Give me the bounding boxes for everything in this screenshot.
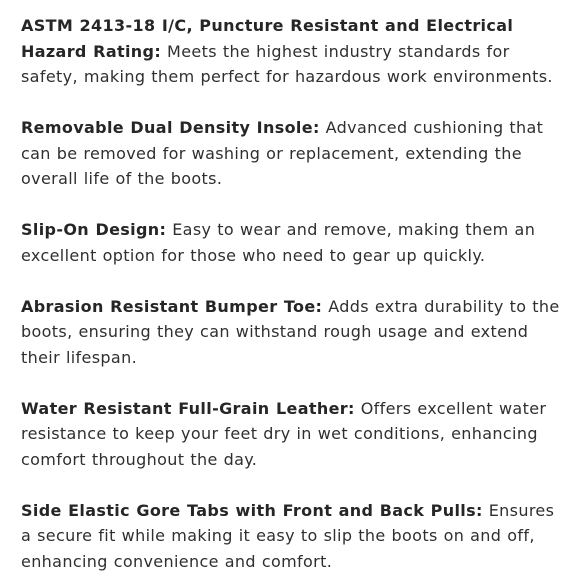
- feature-description: Easy to wear and remove, making them an excellent option for those who need to gear up quickly.: [21, 220, 536, 265]
- feature-title: Water Resistant Full-Grain Leather:: [21, 398, 355, 418]
- feature-title: Removable Dual Density Insole:: [21, 118, 320, 137]
- feature-insole: [21, 115, 566, 192]
- feature-title: Slip-On Design:: [21, 220, 167, 239]
- feature-leather: [21, 396, 566, 473]
- feature-title: ASTM 2413-18 I/C, Puncture Resistant and Electrical Hazard Rating:: [21, 16, 514, 61]
- feature-description: Advanced cushioning that can be removed for washing or replacement, extending the overall life of the boots.: [21, 118, 544, 188]
- feature-description: Meets the highest industry standards for safety, making them perfect for hazardous work environments.: [21, 41, 553, 86]
- feature-description: Adds extra durability to the boots, ensuring they can withstand rough usage and extend their lifespan.: [21, 296, 560, 367]
- feature-description: Offers excellent water resistance to keep your feet dry in wet conditions, enhancing comfort throughout the day.: [21, 398, 547, 469]
- feature-slip-on: [21, 217, 566, 268]
- feature-gore-tabs: [21, 498, 566, 575]
- feature-description: Ensures a secure fit while making it easy to slip the boots on and off, enhancing convenience and comfort.: [21, 500, 555, 571]
- feature-title: Abrasion Resistant Bumper Toe:: [21, 296, 323, 316]
- feature-title: Side Elastic Gore Tabs with Front and Back Pulls:: [21, 500, 483, 520]
- feature-astm-rating: [21, 13, 566, 90]
- feature-bumper-toe: [21, 294, 566, 371]
- feature-list: [21, 13, 566, 574]
